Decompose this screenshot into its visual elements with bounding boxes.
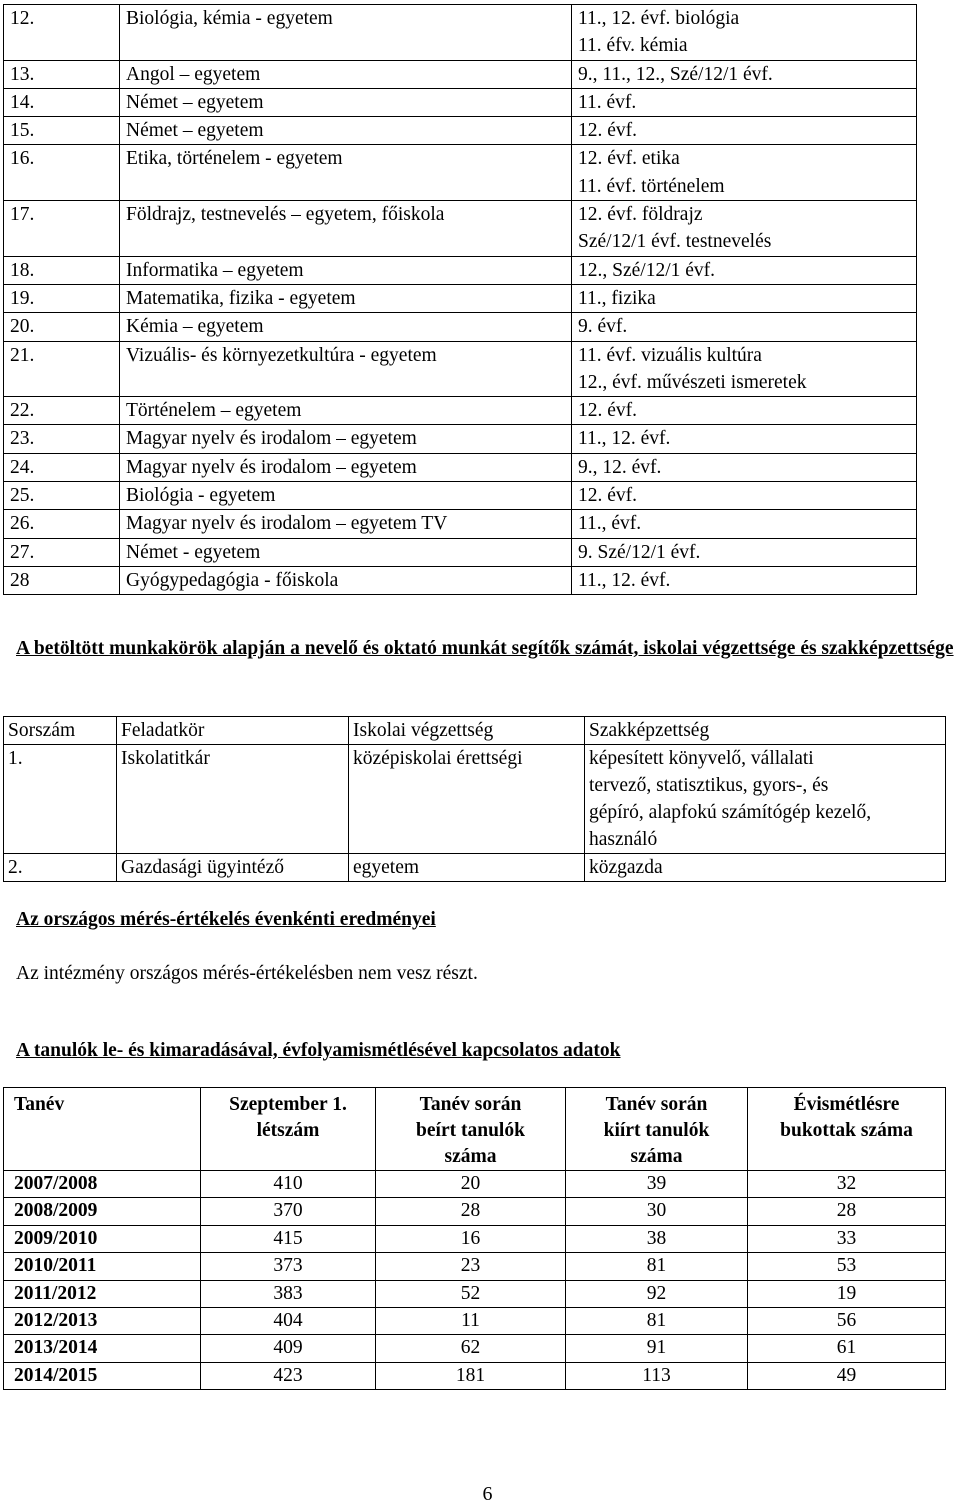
header-line: kiírt tanulók	[603, 1120, 710, 1141]
staff-role: Gazdasági ügyintéző	[117, 854, 349, 882]
header-feladatkor: Feladatkör	[117, 717, 349, 745]
staff-table-header-row	[4, 717, 946, 745]
table-row	[4, 538, 917, 566]
measurement-section-heading: Az országos mérés-értékelés évenkénti eredményei	[16, 909, 436, 930]
header-line: Tanév során	[419, 1094, 522, 1115]
page-number: 6	[482, 1483, 493, 1505]
row-number: 22.	[4, 397, 120, 425]
grade-line: 12. évf. etika	[578, 148, 680, 170]
table-row	[4, 1280, 946, 1307]
grade-line: 11., fizika	[578, 287, 656, 309]
row-number: 16.	[4, 145, 120, 201]
table-row	[4, 1362, 946, 1389]
row-number: 24.	[4, 453, 120, 481]
table-row	[4, 145, 917, 201]
row-number: 18.	[4, 256, 120, 284]
grade-levels	[572, 482, 917, 510]
staff-table	[3, 716, 946, 882]
subject-qualification: Német - egyetem	[120, 538, 572, 566]
grade-line: 12. évf.	[578, 400, 638, 422]
student-count: 23	[376, 1253, 566, 1280]
grade-line: 11., 12. évf.	[578, 569, 671, 591]
grade-line: 12. évf.	[578, 485, 638, 507]
row-number: 12.	[4, 5, 120, 61]
staff-education: középiskolai érettségi	[349, 745, 585, 854]
student-count: 32	[748, 1171, 946, 1198]
student-count: 113	[566, 1362, 748, 1389]
grade-line: 12., évf. művészeti ismeretek	[578, 371, 807, 393]
student-count: 92	[566, 1280, 748, 1307]
qualification-line: tervező, statisztikus, gyors-, és	[589, 775, 829, 796]
table-row	[4, 425, 917, 453]
subject-qualification: Informatika – egyetem	[120, 256, 572, 284]
subject-qualification: Matematika, fizika - egyetem	[120, 284, 572, 312]
row-number: 17.	[4, 201, 120, 257]
row-number: 21.	[4, 341, 120, 397]
student-count: 409	[201, 1335, 376, 1362]
student-count: 61	[748, 1335, 946, 1362]
student-count: 415	[201, 1225, 376, 1252]
row-number: 15.	[4, 117, 120, 145]
table-row	[4, 201, 917, 257]
grade-line: 11. éfv. kémia	[578, 35, 688, 57]
grade-levels	[572, 538, 917, 566]
table-row	[4, 510, 917, 538]
table-row	[4, 482, 917, 510]
student-count: 53	[748, 1253, 946, 1280]
table-row	[4, 60, 917, 88]
table-row	[4, 854, 946, 882]
grade-levels	[572, 313, 917, 341]
grade-line: 9., 11., 12., Szé/12/1 évf.	[578, 63, 773, 85]
student-count: 91	[566, 1335, 748, 1362]
staff-qualification	[585, 854, 946, 882]
table-row	[4, 341, 917, 397]
table-row	[4, 256, 917, 284]
school-year: 2010/2011	[4, 1253, 201, 1280]
student-count: 56	[748, 1308, 946, 1335]
measurement-text: Az intézmény országos mérés-értékelésben nem vesz részt.	[16, 963, 478, 984]
student-count: 81	[566, 1308, 748, 1335]
grade-line: 9. évf.	[578, 316, 628, 338]
grade-levels	[572, 453, 917, 481]
grade-line: 11., 12. évf.	[578, 428, 671, 450]
students-header-cell	[4, 1088, 201, 1171]
table-row	[4, 284, 917, 312]
row-number: 19.	[4, 284, 120, 312]
grade-line: 12. évf. földrajz	[578, 204, 703, 226]
grade-line: 11., 12. évf. biológia	[578, 8, 740, 29]
row-number: 28	[4, 566, 120, 594]
staff-role: Iskolatitkár	[117, 745, 349, 854]
table-row	[4, 88, 917, 116]
students-header-cell	[748, 1088, 946, 1171]
table-row	[4, 453, 917, 481]
row-number: 26.	[4, 510, 120, 538]
student-count: 19	[748, 1280, 946, 1307]
grade-line: 11. évf. vizuális kultúra	[578, 344, 762, 366]
subject-qualification: Magyar nyelv és irodalom – egyetem	[120, 453, 572, 481]
student-count: 404	[201, 1308, 376, 1335]
table-row	[4, 566, 917, 594]
grade-levels	[572, 510, 917, 538]
students-table	[3, 1087, 946, 1390]
students-table-body	[4, 1171, 946, 1390]
header-line: beírt tanulók	[416, 1120, 525, 1141]
grade-levels	[572, 256, 917, 284]
grade-levels	[572, 284, 917, 312]
staff-number: 1.	[4, 745, 117, 854]
header-sorszam: Sorszám	[4, 717, 117, 745]
grade-levels	[572, 201, 917, 257]
subject-qualification-table	[3, 4, 917, 595]
subject-qualification: Magyar nyelv és irodalom – egyetem	[120, 425, 572, 453]
grade-line: 9., 12. évf.	[578, 456, 662, 478]
table-row	[4, 1171, 946, 1198]
table-row	[4, 117, 917, 145]
students-header-cell	[566, 1088, 748, 1171]
subject-table-body	[4, 5, 917, 595]
student-count: 62	[376, 1335, 566, 1362]
student-count: 28	[376, 1198, 566, 1225]
subject-qualification: Biológia - egyetem	[120, 482, 572, 510]
subject-qualification: Német – egyetem	[120, 117, 572, 145]
grade-levels	[572, 566, 917, 594]
qualification-line: képesített könyvelő, vállalati	[589, 748, 814, 769]
staff-qualification	[585, 745, 946, 854]
row-number: 20.	[4, 313, 120, 341]
header-iskolai-vegzettseg: Iskolai végzettség	[349, 717, 585, 745]
student-count: 410	[201, 1171, 376, 1198]
school-year: 2014/2015	[4, 1362, 201, 1389]
qualification-line: közgazda	[589, 857, 663, 878]
student-count: 181	[376, 1362, 566, 1389]
grade-line: 11. évf.	[578, 91, 637, 113]
table-row	[4, 397, 917, 425]
header-szakkepzettseg: Szakképzettség	[585, 717, 946, 745]
row-number: 13.	[4, 60, 120, 88]
subject-qualification: Etika, történelem - egyetem	[120, 145, 572, 201]
grade-levels	[572, 60, 917, 88]
staff-section-heading: A betöltött munkakörök alapján a nevelő és oktató munkát segítők számát, iskolai végzettsége és szakképzettsége	[16, 638, 954, 659]
header-line: Tanév során	[605, 1094, 708, 1115]
student-count: 33	[748, 1225, 946, 1252]
subject-qualification: Történelem – egyetem	[120, 397, 572, 425]
row-number: 23.	[4, 425, 120, 453]
header-line: száma	[630, 1146, 683, 1167]
header-line: száma	[444, 1146, 497, 1167]
staff-table-body	[4, 745, 946, 882]
student-count: 20	[376, 1171, 566, 1198]
row-number: 25.	[4, 482, 120, 510]
school-year: 2012/2013	[4, 1308, 201, 1335]
students-table-header-row	[4, 1088, 946, 1171]
grade-levels	[572, 341, 917, 397]
students-section-heading: A tanulók le- és kimaradásával, évfolyamismétlésével kapcsolatos adatok	[16, 1040, 621, 1061]
student-count: 38	[566, 1225, 748, 1252]
student-count: 30	[566, 1198, 748, 1225]
school-year: 2008/2009	[4, 1198, 201, 1225]
qualification-line: használó	[589, 829, 658, 850]
staff-education: egyetem	[349, 854, 585, 882]
grade-levels	[572, 88, 917, 116]
table-row	[4, 745, 946, 854]
grade-line: Szé/12/1 évf. testnevelés	[578, 231, 772, 253]
grade-levels	[572, 5, 917, 61]
school-year: 2009/2010	[4, 1225, 201, 1252]
subject-qualification: Gyógypedagógia - főiskola	[120, 566, 572, 594]
row-number: 27.	[4, 538, 120, 566]
subject-qualification: Földrajz, testnevelés – egyetem, főiskola	[120, 201, 572, 257]
students-header-cell	[376, 1088, 566, 1171]
subject-qualification: Kémia – egyetem	[120, 313, 572, 341]
student-count: 373	[201, 1253, 376, 1280]
header-line: bukottak száma	[780, 1120, 913, 1141]
table-row	[4, 5, 917, 61]
grade-levels	[572, 397, 917, 425]
row-number: 14.	[4, 88, 120, 116]
student-count: 52	[376, 1280, 566, 1307]
grade-levels	[572, 117, 917, 145]
school-year: 2011/2012	[4, 1280, 201, 1307]
school-year: 2013/2014	[4, 1335, 201, 1362]
students-header-cell	[201, 1088, 376, 1171]
subject-qualification: Vizuális- és környezetkultúra - egyetem	[120, 341, 572, 397]
staff-number: 2.	[4, 854, 117, 882]
subject-qualification: Biológia, kémia - egyetem	[120, 5, 572, 61]
student-count: 28	[748, 1198, 946, 1225]
student-count: 49	[748, 1362, 946, 1389]
grade-levels	[572, 425, 917, 453]
grade-levels	[572, 145, 917, 201]
header-line: Szeptember 1.	[229, 1094, 347, 1115]
student-count: 11	[376, 1308, 566, 1335]
student-count: 16	[376, 1225, 566, 1252]
table-row	[4, 1225, 946, 1252]
student-count: 370	[201, 1198, 376, 1225]
subject-qualification: Angol – egyetem	[120, 60, 572, 88]
subject-qualification: Német – egyetem	[120, 88, 572, 116]
header-line: létszám	[256, 1120, 320, 1141]
qualification-line: gépíró, alapfokú számítógép kezelő,	[589, 802, 872, 823]
table-row	[4, 1253, 946, 1280]
subject-qualification: Magyar nyelv és irodalom – egyetem TV	[120, 510, 572, 538]
table-row	[4, 1198, 946, 1225]
grade-line: 11., évf.	[578, 513, 642, 535]
grade-line: 12. évf.	[578, 120, 638, 142]
table-row	[4, 1335, 946, 1362]
table-row	[4, 1308, 946, 1335]
student-count: 81	[566, 1253, 748, 1280]
grade-line: 9. Szé/12/1 évf.	[578, 541, 701, 563]
student-count: 39	[566, 1171, 748, 1198]
grade-line: 11. évf. történelem	[578, 175, 725, 197]
student-count: 423	[201, 1362, 376, 1389]
student-count: 383	[201, 1280, 376, 1307]
table-row	[4, 313, 917, 341]
school-year: 2007/2008	[4, 1171, 201, 1198]
header-line: Évismétlésre	[793, 1094, 900, 1115]
header-line: Tanév	[14, 1094, 65, 1115]
grade-line: 12., Szé/12/1 évf.	[578, 259, 716, 281]
